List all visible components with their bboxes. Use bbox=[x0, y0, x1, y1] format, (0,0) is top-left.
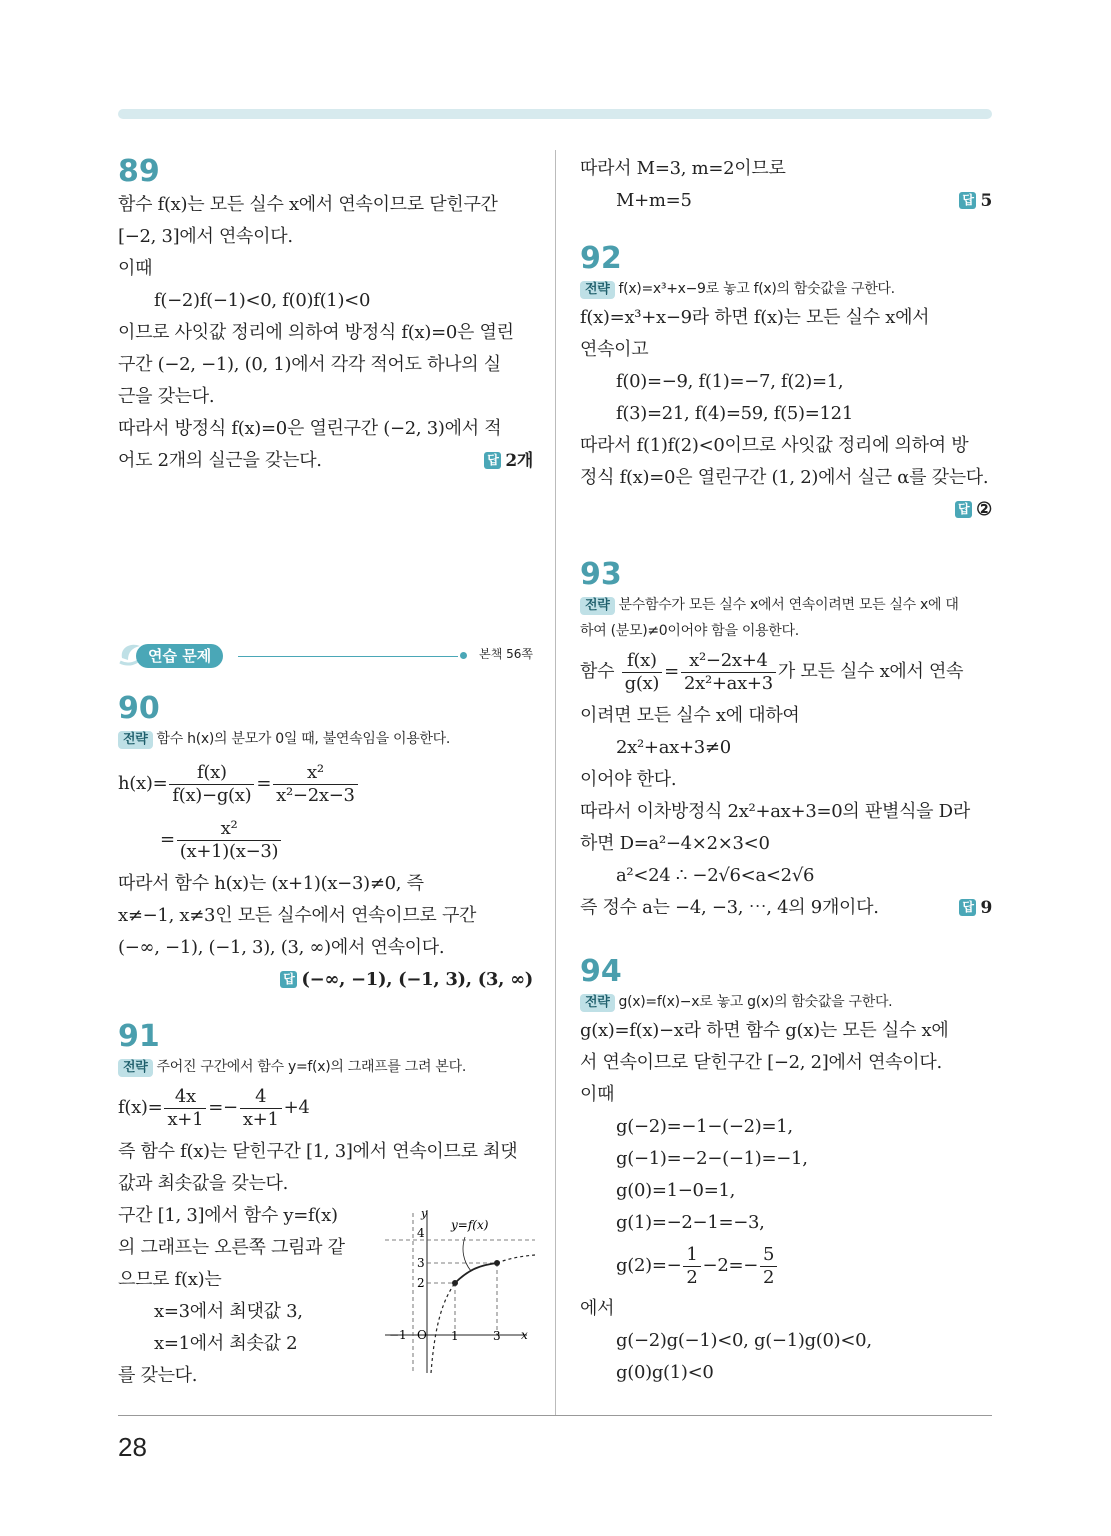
denominator: g(x) bbox=[624, 672, 660, 694]
column-divider bbox=[555, 150, 556, 1415]
strategy bbox=[118, 1054, 533, 1080]
x-tick-neg1: −1 bbox=[389, 1328, 407, 1342]
answer-tag: 답 bbox=[484, 452, 501, 469]
problem-number: 93 bbox=[580, 557, 622, 592]
problem-90 bbox=[118, 692, 533, 996]
strategy-text: f(x)=x³+x−9로 놓고 f(x)의 함숫값을 구한다. bbox=[618, 281, 895, 297]
label-pointer bbox=[463, 1237, 471, 1271]
eq-tail: +4 bbox=[283, 1097, 310, 1118]
page-number: 28 bbox=[118, 1432, 147, 1462]
text-line: 으므로 f(x)는 bbox=[118, 1269, 222, 1290]
text-line: f(x)=x³+x−9라 하면 f(x)는 모든 실수 x에서 bbox=[580, 307, 930, 328]
text-line: g(−2)g(−1)<0, g(−1)g(0)<0, bbox=[616, 1330, 872, 1351]
answer-tag: 답 bbox=[280, 971, 297, 988]
eq-lhs: h(x)= bbox=[118, 773, 168, 794]
equation-line: = $\frac{\text{x²}}{(x+1)(x-3)}$ bbox=[118, 812, 533, 868]
text-line: 를 갖는다. bbox=[118, 1365, 198, 1386]
x-tick-3: 3 bbox=[493, 1329, 501, 1343]
text-line: [−2, 3]에서 연속이다. bbox=[118, 226, 293, 247]
eq-mid: −2=− bbox=[702, 1255, 759, 1276]
text-line: x≠−1, x≠3인 모든 실수에서 연속이므로 구간 bbox=[118, 905, 477, 926]
text-line: g(−1)=−2−(−1)=−1, bbox=[616, 1148, 808, 1169]
numerator: x²−2x+4 bbox=[681, 650, 776, 673]
text-line: 연속이고 bbox=[580, 339, 649, 360]
strategy-tag: 전략 bbox=[580, 597, 615, 615]
text-line: g(0)=1−0=1, bbox=[616, 1180, 736, 1201]
fraction bbox=[169, 762, 254, 807]
problem-number: 91 bbox=[118, 1019, 160, 1054]
answer-value: 5 bbox=[980, 191, 992, 211]
text-line: 하면 D=a²−4×2×3<0 bbox=[580, 833, 770, 854]
denominator: 2 bbox=[763, 1266, 775, 1288]
text-line bbox=[580, 185, 992, 217]
text-line: 이려면 모든 실수 x에 대하여 bbox=[580, 705, 800, 726]
x-tick-1: 1 bbox=[451, 1329, 459, 1343]
text-line: (−∞, −1), (−1, 3), (3, ∞)에서 연속이다. bbox=[118, 937, 445, 958]
numerator: x² bbox=[273, 762, 358, 785]
text-line: g(0)g(1)<0 bbox=[616, 1362, 714, 1383]
denominator: f(x)−g(x) bbox=[172, 784, 252, 806]
practice-header bbox=[118, 640, 533, 670]
numerator: f(x) bbox=[622, 650, 663, 673]
practice-label: 연습 문제 bbox=[136, 644, 223, 668]
text-line: f(0)=−9, f(1)=−7, f(2)=1, bbox=[616, 371, 844, 392]
text-line: 정식 f(x)=0은 열린구간 (1, 2)에서 실근 α를 갖는다. bbox=[580, 467, 989, 488]
top-decor-bar bbox=[118, 109, 992, 119]
numerator: x² bbox=[177, 818, 281, 841]
fraction bbox=[683, 1244, 700, 1289]
equation-line bbox=[118, 1080, 533, 1136]
denominator: x+1 bbox=[242, 1108, 279, 1130]
text-line: f(−2)f(−1)<0, f(0)f(1)<0 bbox=[154, 290, 371, 311]
eq-pre: g(2)=− bbox=[616, 1255, 682, 1276]
text-line: 값과 최솟값을 갖는다. bbox=[118, 1173, 289, 1194]
strategy bbox=[580, 276, 992, 302]
practice-line bbox=[238, 656, 458, 657]
problem-93 bbox=[580, 558, 992, 924]
denominator: x+1 bbox=[167, 1108, 204, 1130]
text-line-content: 어도 2개의 실근을 갖는다. bbox=[118, 450, 322, 471]
answer-value: ② bbox=[976, 499, 992, 520]
fraction bbox=[681, 650, 776, 695]
fraction bbox=[240, 1086, 282, 1131]
problem-number: 94 bbox=[580, 954, 622, 989]
x-axis-label: x bbox=[521, 1328, 528, 1342]
text-line: 따라서 이차방정식 2x²+ax+3=0의 판별식을 D라 bbox=[580, 801, 970, 822]
denominator: (x+1)(x−3) bbox=[179, 840, 279, 862]
strategy-tag: 전략 bbox=[118, 1059, 153, 1077]
origin-label: O bbox=[417, 1328, 427, 1342]
answer-tag: 답 bbox=[959, 899, 976, 916]
point-max bbox=[494, 1260, 500, 1266]
curve-solid bbox=[455, 1263, 497, 1283]
problem-92 bbox=[580, 242, 992, 526]
strategy bbox=[580, 592, 992, 618]
practice-ref: 본책 56쪽 bbox=[479, 647, 533, 661]
text-line: 이므로 사잇값 정리에 의하여 방정식 f(x)=0은 열린 bbox=[118, 322, 514, 343]
text-line: a²<24 ∴ −2√6<a<2√6 bbox=[616, 865, 815, 886]
fraction bbox=[177, 818, 281, 863]
equation-line bbox=[580, 1239, 992, 1293]
curve-label: y=f(x) bbox=[451, 1218, 489, 1232]
text-line: 서 연속이므로 닫힌구간 [−2, 2]에서 연속이다. bbox=[580, 1052, 942, 1073]
text-line-content: M+m=5 bbox=[616, 190, 692, 211]
text-line: g(x)=f(x)−x라 하면 함수 g(x)는 모든 실수 x에 bbox=[580, 1020, 949, 1041]
y-tick-4: 4 bbox=[417, 1226, 425, 1240]
text-line: 의 그래프는 오른쪽 그림과 같 bbox=[118, 1237, 345, 1258]
strategy-cont: 하여 (분모)≠0이어야 함을 이용한다. bbox=[580, 623, 799, 639]
text-line: 따라서 함수 h(x)는 (x+1)(x−3)≠0, 즉 bbox=[118, 873, 424, 894]
y-axis-label: y bbox=[421, 1207, 428, 1220]
text-line: 이때 bbox=[580, 1084, 615, 1105]
numerator: 5 bbox=[760, 1244, 777, 1267]
eq-pre: 함수 bbox=[580, 661, 615, 682]
problem-94 bbox=[580, 955, 992, 1389]
fraction bbox=[622, 650, 663, 695]
text-line: 따라서 M=3, m=2이므로 bbox=[580, 158, 786, 179]
function-graph bbox=[385, 1205, 535, 1375]
text-line: 2x²+ax+3≠0 bbox=[616, 737, 731, 758]
strategy-tag: 전략 bbox=[580, 281, 615, 299]
answer bbox=[484, 445, 533, 477]
text-line: 구간 (−2, −1), (0, 1)에서 각각 적어도 하나의 실 bbox=[118, 354, 501, 375]
numerator: 4 bbox=[240, 1086, 282, 1109]
y-tick-2: 2 bbox=[417, 1276, 425, 1290]
fraction bbox=[164, 1086, 206, 1131]
bullet-icon bbox=[460, 652, 467, 659]
bottom-rule bbox=[118, 1415, 992, 1416]
text-line: 따라서 f(1)f(2)<0이므로 사잇값 정리에 의하여 방 bbox=[580, 435, 969, 456]
denominator: x²−2x−3 bbox=[276, 784, 355, 806]
answer-tag: 답 bbox=[955, 501, 972, 518]
text-line: x=3에서 최댓값 3, bbox=[154, 1301, 303, 1322]
text-line: 에서 bbox=[580, 1298, 615, 1319]
curve-dashed-left bbox=[431, 1283, 455, 1373]
problem-number: 89 bbox=[118, 154, 160, 189]
text-line: x=1에서 최솟값 2 bbox=[154, 1333, 298, 1354]
problem-89 bbox=[118, 155, 533, 477]
numerator: 1 bbox=[683, 1244, 700, 1267]
text-line: 함수 f(x)는 모든 실수 x에서 연속이므로 닫힌구간 bbox=[118, 194, 498, 215]
text-line: 이어야 한다. bbox=[580, 769, 677, 790]
strategy bbox=[580, 989, 992, 1015]
answer bbox=[959, 892, 992, 924]
text-line: f(3)=21, f(4)=59, f(5)=121 bbox=[616, 403, 853, 424]
y-tick-3: 3 bbox=[417, 1256, 425, 1270]
denominator: 2 bbox=[686, 1266, 698, 1288]
text-line: g(−2)=−1−(−2)=1, bbox=[616, 1116, 793, 1137]
eq-lhs: f(x)= bbox=[118, 1097, 163, 1118]
point-min bbox=[452, 1280, 458, 1286]
fraction bbox=[760, 1244, 777, 1289]
strategy-text: 함수 h(x)의 분모가 0일 때, 불연속임을 이용한다. bbox=[156, 731, 451, 747]
strategy-text: 분수함수가 모든 실수 x에서 연속이려면 모든 실수 x에 대 bbox=[618, 597, 959, 613]
answer bbox=[580, 494, 992, 526]
text-line: 따라서 방정식 f(x)=0은 열린구간 (−2, 3)에서 적 bbox=[118, 418, 502, 439]
answer bbox=[118, 964, 533, 996]
strategy-tag: 전략 bbox=[580, 994, 615, 1012]
text-line bbox=[118, 445, 533, 477]
fraction bbox=[273, 762, 358, 807]
text-line: 즉 함수 f(x)는 닫힌구간 [1, 3]에서 연속이므로 최댓 bbox=[118, 1141, 518, 1162]
text-line: g(1)=−2−1=−3, bbox=[616, 1212, 765, 1233]
answer bbox=[959, 185, 992, 217]
strategy-text: 주어진 구간에서 함수 y=f(x)의 그래프를 그려 본다. bbox=[156, 1059, 466, 1075]
text-line-content: 즉 정수 a는 −4, −3, ⋯, 4의 9개이다. bbox=[580, 897, 879, 918]
problem-number: 92 bbox=[580, 241, 622, 276]
numerator: 4x bbox=[164, 1086, 206, 1109]
answer-tag: 답 bbox=[959, 192, 976, 209]
denominator: 2x²+ax+3 bbox=[683, 672, 773, 694]
eq-mid: =− bbox=[208, 1097, 238, 1118]
curve-dashed-right bbox=[497, 1255, 535, 1263]
eq-post: 가 모든 실수 x에서 연속 bbox=[777, 661, 964, 682]
text-line: 구간 [1, 3]에서 함수 y=f(x) bbox=[118, 1205, 338, 1226]
equation-line: h(x)= $\frac{f(x)}{f(x)-g(x)}$ = $\frac{\text{x²}}{\text{x²−2x−3}}$ bbox=[118, 756, 533, 812]
numerator: f(x) bbox=[169, 762, 254, 785]
problem-number: 90 bbox=[118, 691, 160, 726]
strategy-tag: 전략 bbox=[118, 731, 153, 749]
text-line bbox=[580, 892, 992, 924]
answer-value: 9 bbox=[980, 898, 992, 918]
answer-value: (−∞, −1), (−1, 3), (3, ∞) bbox=[301, 969, 533, 990]
continuation-block bbox=[580, 153, 992, 217]
text-line: 이때 bbox=[118, 258, 153, 279]
answer-value: 2개 bbox=[505, 451, 533, 471]
equation-line: 함수 $\frac{f(x)}{g(x)}$ = $\frac{\text{x²−2x+4}}{\text{2x²+ax+3}}$ 가 모든 실수 x에서 연속 bbox=[580, 649, 964, 694]
text-line: 근을 갖는다. bbox=[118, 386, 215, 407]
strategy bbox=[118, 726, 533, 752]
strategy-text: g(x)=f(x)−x로 놓고 g(x)의 함숫값을 구한다. bbox=[618, 994, 893, 1010]
